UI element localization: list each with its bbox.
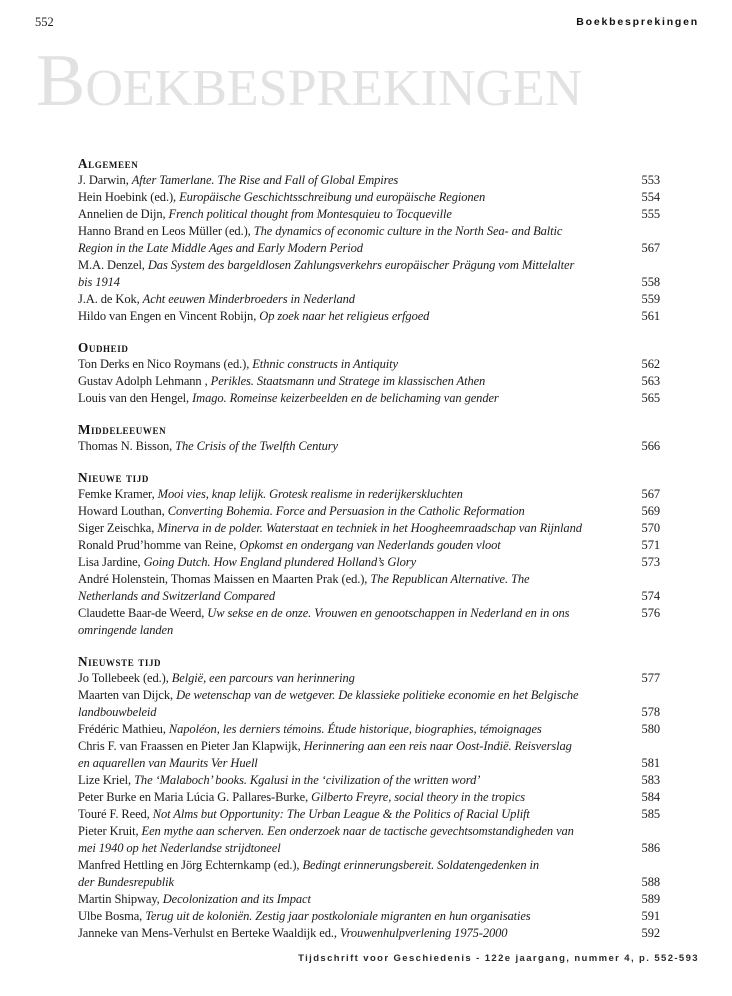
entry-text bbox=[78, 908, 624, 925]
folio-page-number: 552 bbox=[35, 15, 54, 29]
entry-author: Maarten van Dijck, bbox=[78, 688, 177, 702]
entry-author: Thomas N. Bisson, bbox=[78, 439, 176, 453]
entry-title: België, een parcours van herinnering bbox=[171, 671, 355, 685]
entry-text bbox=[78, 670, 624, 687]
entry-text bbox=[78, 390, 624, 407]
entry-title: Das System des bargeldlosen Zahlungsverkehrs europäischer Prägung vom Mittelalter bbox=[147, 258, 575, 272]
entry-text bbox=[78, 605, 624, 622]
entry-author: Ton Derks en Nico Roymans (ed.), bbox=[78, 357, 253, 371]
entry-text bbox=[78, 687, 624, 704]
entry-page-number: 555 bbox=[641, 207, 660, 221]
section-title: Oudheid bbox=[78, 340, 129, 355]
entry-page-number bbox=[624, 738, 660, 755]
entry-title: omringende landen bbox=[78, 623, 174, 637]
toc-entry-line bbox=[78, 874, 660, 891]
entry-text bbox=[78, 891, 624, 908]
entry-author: M.A. Denzel, bbox=[78, 258, 148, 272]
entry-text bbox=[78, 721, 624, 738]
entry-title: Imago. Romeinse keizerbeelden en de belichaming van gender bbox=[192, 391, 499, 405]
entry-title: Acht eeuwen Minderbroeders in Nederland bbox=[142, 292, 355, 306]
toc-entry-line bbox=[78, 257, 660, 274]
toc-entry-line bbox=[78, 520, 660, 537]
entry-text bbox=[78, 789, 624, 806]
entry-title: Region in the Late Middle Ages and Early Modern Period bbox=[78, 241, 363, 255]
entry-title: Een mythe aan scherven. Een onderzoek naar de tactische gevechtsomstandigheden van bbox=[141, 824, 574, 838]
toc-entry-line bbox=[78, 891, 660, 908]
entry-page-number: 588 bbox=[641, 875, 660, 889]
entry-page-number: 581 bbox=[641, 756, 660, 770]
entry-page-number: 553 bbox=[641, 173, 660, 187]
toc-entry-line bbox=[78, 755, 660, 772]
entry-author: Manfred Hettling en Jörg Echternkamp (ed.), bbox=[78, 858, 303, 872]
entry-title: Gilberto Freyre, social theory in the tropics bbox=[311, 790, 526, 804]
toc-section bbox=[78, 155, 660, 325]
entry-text bbox=[78, 189, 624, 206]
toc-entry-line bbox=[78, 373, 660, 390]
entry-page-number: 573 bbox=[641, 555, 660, 569]
entry-author: Claudette Baar-de Weerd, bbox=[78, 606, 208, 620]
section-title: Nieuwe tijd bbox=[78, 470, 149, 485]
toc-entry-line bbox=[78, 503, 660, 520]
entry-title: en aquarellen van Maurits Ver Huell bbox=[78, 756, 258, 770]
entry-author: Louis van den Hengel, bbox=[78, 391, 193, 405]
entry-text bbox=[78, 223, 624, 240]
entry-author: André Holenstein, Thomas Maissen en Maarten Prak (ed.), bbox=[78, 572, 371, 586]
toc-entry-line bbox=[78, 240, 660, 257]
toc-entry-line bbox=[78, 738, 660, 755]
entry-author: Lize Kriel, bbox=[78, 773, 135, 787]
toc-entry-line bbox=[78, 908, 660, 925]
entry-text bbox=[78, 438, 624, 455]
entry-page-number: 562 bbox=[641, 357, 660, 371]
toc-entry-line bbox=[78, 823, 660, 840]
entry-text bbox=[78, 755, 624, 772]
entry-author: Peter Burke en Maria Lúcia G. Pallares-Burke, bbox=[78, 790, 312, 804]
entry-text bbox=[78, 486, 624, 503]
entry-page-number: 586 bbox=[641, 841, 660, 855]
entry-title: Decolonization and its Impact bbox=[162, 892, 311, 906]
entry-text bbox=[78, 240, 624, 257]
toc-entry-line bbox=[78, 308, 660, 325]
entry-title: Going Dutch. How England plundered Holland’s Glory bbox=[143, 555, 417, 569]
entry-page-number bbox=[624, 571, 660, 588]
entry-page-number bbox=[624, 857, 660, 874]
entry-title: Bedingt erinnerungsbereit. Soldatengedenken in bbox=[302, 858, 540, 872]
toc-entry-line bbox=[78, 486, 660, 503]
entry-author: Janneke van Mens-Verhulst en Berteke Waaldijk ed., bbox=[78, 926, 340, 940]
entry-page-number: 584 bbox=[641, 790, 660, 804]
entry-page-number: 589 bbox=[641, 892, 660, 906]
entry-title: der Bundesrepublik bbox=[78, 875, 174, 889]
entry-page-number: 567 bbox=[641, 487, 660, 501]
toc-entry-line bbox=[78, 687, 660, 704]
entry-page-number bbox=[624, 687, 660, 704]
entry-title: Opkomst en ondergang van Nederlands gouden vloot bbox=[239, 538, 501, 552]
toc-entry-line bbox=[78, 704, 660, 721]
entry-page-number: 571 bbox=[641, 538, 660, 552]
entry-title: The dynamics of economic culture in the North Sea- and Baltic bbox=[253, 224, 563, 238]
toc-entry-line bbox=[78, 291, 660, 308]
entry-page-number: 565 bbox=[641, 391, 660, 405]
toc-entry-line bbox=[78, 206, 660, 223]
entry-title: Mooi vies, knap lelijk. Grotesk realisme in rederijkerskluchten bbox=[157, 487, 463, 501]
toc-section bbox=[78, 469, 660, 639]
entry-title: De wetenschap van de wetgever. De klassieke politieke economie en het Belgische bbox=[176, 688, 579, 702]
entry-author: Gustav Adolph Lehmann , bbox=[78, 374, 211, 388]
entry-author: Hein Hoebink (ed.), bbox=[78, 190, 180, 204]
section-title: Nieuwste tijd bbox=[78, 654, 162, 669]
entry-text bbox=[78, 373, 624, 390]
entry-title: The Crisis of the Twelfth Century bbox=[175, 439, 338, 453]
entry-page-number: 580 bbox=[641, 722, 660, 736]
entry-author: Jo Tollebeek (ed.), bbox=[78, 671, 172, 685]
entry-page-number: 583 bbox=[641, 773, 660, 787]
toc-entry-line bbox=[78, 172, 660, 189]
entry-text bbox=[78, 308, 624, 325]
entry-author: Ronald Prud’homme van Reine, bbox=[78, 538, 240, 552]
entry-page-number: 569 bbox=[641, 504, 660, 518]
toc-section bbox=[78, 653, 660, 942]
toc-entry-line bbox=[78, 925, 660, 942]
entry-author: J.A. de Kok, bbox=[78, 292, 143, 306]
entry-text bbox=[78, 206, 624, 223]
toc-entry-line bbox=[78, 605, 660, 622]
entry-author: J. Darwin, bbox=[78, 173, 132, 187]
toc-entry-line bbox=[78, 554, 660, 571]
toc-entry-line bbox=[78, 189, 660, 206]
entry-text bbox=[78, 738, 624, 755]
section-title: Algemeen bbox=[78, 156, 139, 171]
entry-page-number: 585 bbox=[641, 807, 660, 821]
entry-text bbox=[78, 537, 624, 554]
entry-author: Hanno Brand en Leos Müller (ed.), bbox=[78, 224, 254, 238]
entry-text bbox=[78, 806, 624, 823]
entry-page-number bbox=[624, 257, 660, 274]
entry-title: After Tamerlane. The Rise and Fall of Global Empires bbox=[131, 173, 399, 187]
toc-entry-line bbox=[78, 537, 660, 554]
entry-text bbox=[78, 172, 624, 189]
toc-entry-line bbox=[78, 438, 660, 455]
entry-text bbox=[78, 554, 624, 571]
entry-author: Frédéric Mathieu, bbox=[78, 722, 169, 736]
entry-title: Europäische Geschichtsschreibung und europäische Regionen bbox=[179, 190, 486, 204]
toc-entry-line bbox=[78, 622, 660, 639]
toc-section bbox=[78, 339, 660, 407]
entry-author: Ulbe Bosma, bbox=[78, 909, 146, 923]
entry-page-number: 592 bbox=[641, 926, 660, 940]
entry-title: Terug uit de koloniën. Zestig jaar postkoloniale migranten en hun organisaties bbox=[145, 909, 531, 923]
entry-text bbox=[78, 257, 624, 274]
entry-text bbox=[78, 291, 624, 308]
toc-entry-line bbox=[78, 670, 660, 687]
entry-title: Uw sekse en de onze. Vrouwen en genootschappen in Nederland en in ons bbox=[207, 606, 570, 620]
entry-page-number: 591 bbox=[641, 909, 660, 923]
entry-text bbox=[78, 622, 624, 639]
entry-author: Femke Kramer, bbox=[78, 487, 158, 501]
entry-author: Chris F. van Fraassen en Pieter Jan Klapwijk, bbox=[78, 739, 304, 753]
entry-page-number: 559 bbox=[641, 292, 660, 306]
entry-title: landbouwbeleid bbox=[78, 705, 157, 719]
entry-text bbox=[78, 571, 624, 588]
entry-text bbox=[78, 925, 624, 942]
entry-author: Howard Louthan, bbox=[78, 504, 168, 518]
entry-text bbox=[78, 857, 624, 874]
page-footer bbox=[298, 953, 699, 964]
entry-title: Ethnic constructs in Antiquity bbox=[252, 357, 398, 371]
entry-page-number: 578 bbox=[641, 705, 660, 719]
entry-text bbox=[78, 356, 624, 373]
entry-text bbox=[78, 823, 624, 840]
journal-imprint: Tijdschrift voor Geschiedenis - 122e jaargang, nummer 4, p. 552-593 bbox=[298, 953, 699, 964]
entry-page-number bbox=[624, 823, 660, 840]
toc-entry-line bbox=[78, 772, 660, 789]
entry-author: Martin Shipway, bbox=[78, 892, 163, 906]
entry-page-number: 563 bbox=[641, 374, 660, 388]
toc-entry-line bbox=[78, 588, 660, 605]
entry-author: Hildo van Engen en Vincent Robijn, bbox=[78, 309, 260, 323]
section-title: Middeleeuwen bbox=[78, 422, 167, 437]
entry-text bbox=[78, 874, 624, 891]
entry-author: Lisa Jardine, bbox=[78, 555, 144, 569]
entry-text bbox=[78, 704, 624, 721]
toc-entry-line bbox=[78, 274, 660, 291]
entry-title: French political thought from Montesquieu to Tocqueville bbox=[168, 207, 452, 221]
entry-author: Siger Zeischka, bbox=[78, 521, 158, 535]
entry-text bbox=[78, 274, 624, 291]
entry-page-number bbox=[624, 622, 660, 639]
entry-author: Pieter Kruit, bbox=[78, 824, 142, 838]
entry-text bbox=[78, 503, 624, 520]
toc-entry-line bbox=[78, 789, 660, 806]
entry-title: Herinnering aan een reis naar Oost-Indië. Reisverslag bbox=[303, 739, 572, 753]
entry-page-number: 566 bbox=[641, 439, 660, 453]
entry-title: Converting Bohemia. Force and Persuasion in the Catholic Reformation bbox=[167, 504, 525, 518]
entry-text bbox=[78, 840, 624, 857]
entry-page-number: 554 bbox=[641, 190, 660, 204]
entry-author: Touré F. Reed, bbox=[78, 807, 153, 821]
entry-author: Annelien de Dijn, bbox=[78, 207, 169, 221]
toc-entry-line bbox=[78, 721, 660, 738]
entry-text bbox=[78, 588, 624, 605]
running-head: Boekbesprekingen bbox=[576, 16, 699, 28]
toc-entry-line bbox=[78, 806, 660, 823]
entry-title: mei 1940 op het Nederlandse strijdtoneel bbox=[78, 841, 281, 855]
entry-page-number: 561 bbox=[641, 309, 660, 323]
entry-page-number: 574 bbox=[641, 589, 660, 603]
entry-title: Minerva in de polder. Waterstaat en techniek in het Hoogheemraadschap van Rijnland bbox=[157, 521, 582, 535]
entry-page-number: 567 bbox=[641, 241, 660, 255]
entry-text bbox=[78, 520, 624, 537]
entry-title: bis 1914 bbox=[78, 275, 120, 289]
entry-page-number: 558 bbox=[641, 275, 660, 289]
toc-entry-line bbox=[78, 356, 660, 373]
toc-entry-line bbox=[78, 840, 660, 857]
entry-title: Op zoek naar het religieus erfgoed bbox=[259, 309, 430, 323]
entry-title: The ‘Malaboch’ books. Kgalusi in the ‘civilization of the written word’ bbox=[134, 773, 481, 787]
entry-title: Not Alms but Opportunity: The Urban League & the Politics of Racial Uplift bbox=[152, 807, 530, 821]
entry-text bbox=[78, 772, 624, 789]
toc-entry-line bbox=[78, 571, 660, 588]
entry-title: Netherlands and Switzerland Compared bbox=[78, 589, 275, 603]
entry-page-number: 577 bbox=[641, 671, 660, 685]
entry-title: Perikles. Staatsmann und Stratege im klassischen Athen bbox=[210, 374, 486, 388]
entry-page-number bbox=[624, 223, 660, 240]
entry-page-number: 570 bbox=[641, 521, 660, 535]
entry-title: Vrouwenhulpverlening 1975-2000 bbox=[339, 926, 508, 940]
toc-entry-line bbox=[78, 223, 660, 240]
watermark-title: Boekbesprekingen bbox=[36, 40, 583, 122]
entry-title: The Republican Alternative. The bbox=[370, 572, 530, 586]
entry-page-number: 576 bbox=[641, 606, 660, 620]
toc-sections bbox=[78, 155, 660, 942]
toc-entry-line bbox=[78, 857, 660, 874]
toc-entry-line bbox=[78, 390, 660, 407]
entry-title: Napoléon, les derniers témoins. Étude historique, biographies, témoignages bbox=[168, 722, 542, 736]
toc-section bbox=[78, 421, 660, 455]
